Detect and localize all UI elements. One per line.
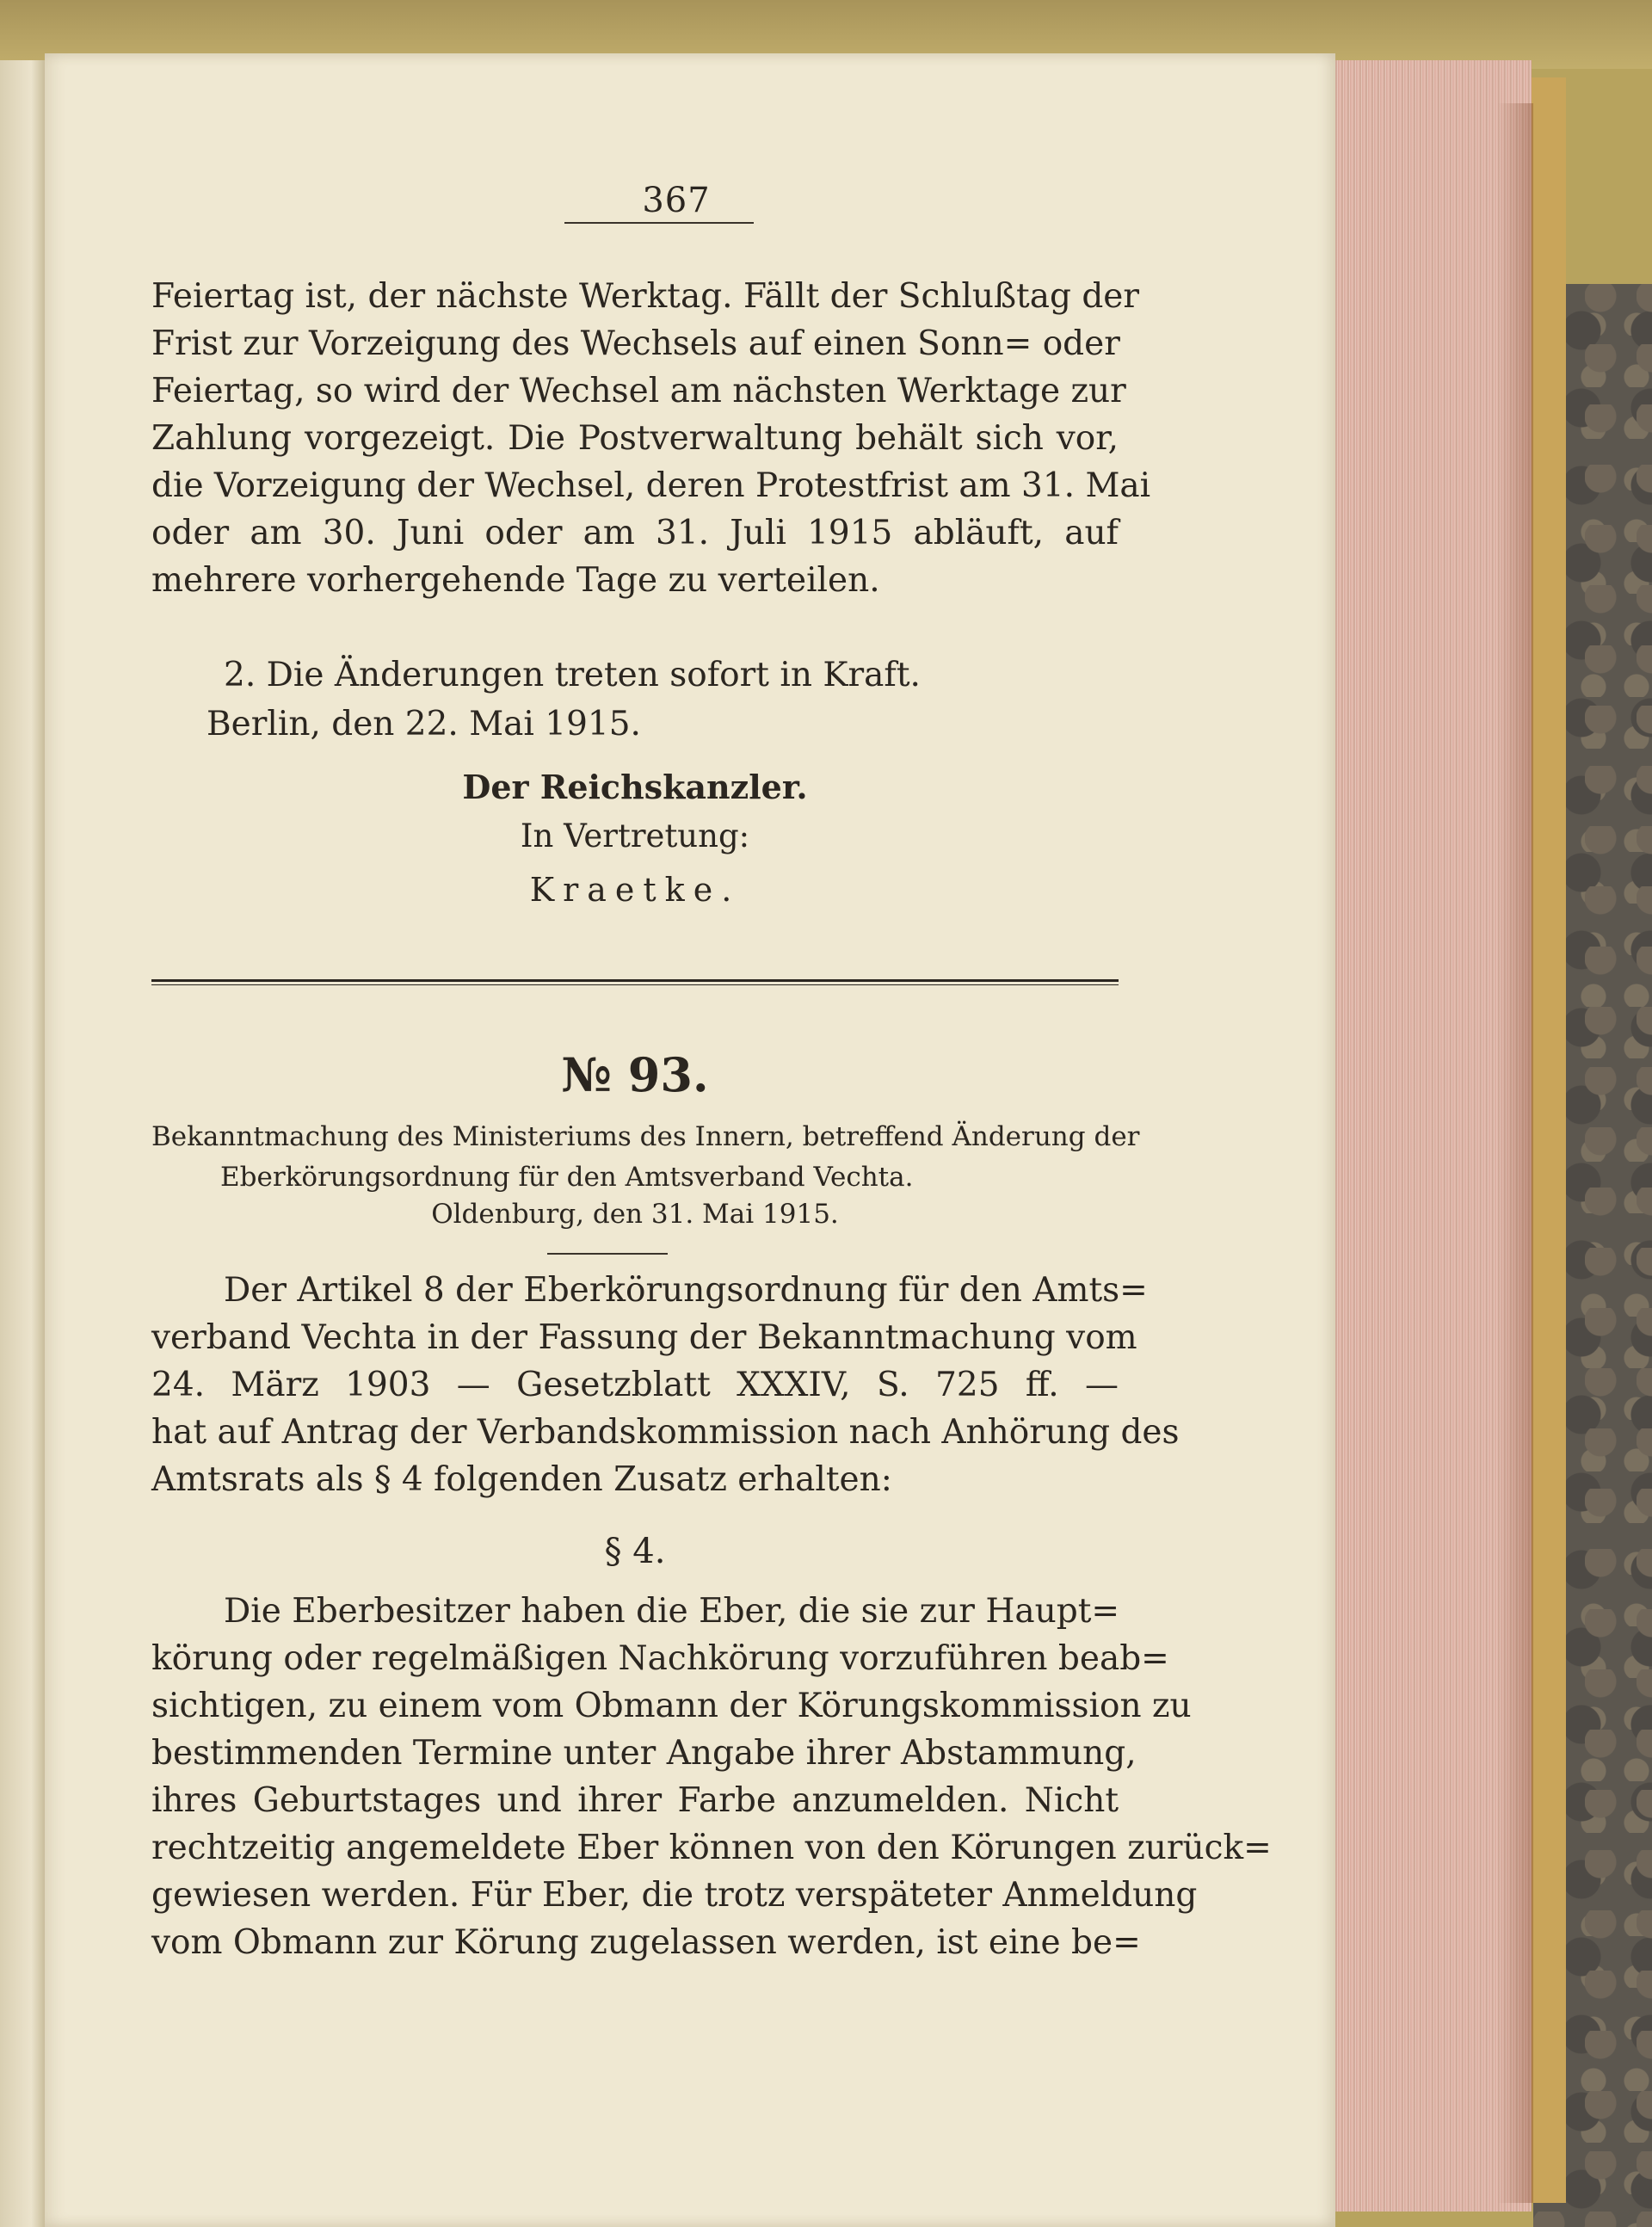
text-line: Frist zur Vorzeigung des Wechsels auf einen Sonn= oder: [151, 324, 1120, 363]
text-line: vom Obmann zur Körung zugelassen werden, ist eine be=: [151, 1923, 1141, 1962]
signer-title: Der Reichskanzler.: [462, 768, 808, 806]
text-line: bestimmenden Termine unter Angabe ihrer Abstammung,: [151, 1734, 1137, 1773]
decree-title-line: Bekanntmachung des Ministeriums des Innern, betreffend Änderung der: [151, 1121, 1140, 1152]
page-number-rule: [564, 222, 754, 224]
text-line: körung oder regelmäßigen Nachkörung vorzuführen beab=: [151, 1639, 1169, 1678]
decree-place-date: Oldenburg, den 31. Mai 1915.: [431, 1199, 839, 1230]
text-line: Feiertag ist, der nächste Werktag. Fällt der Schlußtag der: [151, 277, 1140, 316]
decree-body: [151, 1267, 1180, 1503]
text-line: die Vorzeigung der Wechsel, deren Protestfrist am 31. Mai: [151, 466, 1151, 505]
section-divider: [151, 979, 1119, 985]
text-line: 24. März 1903 — Gesetzblatt XXXIV, S. 725 ff. —: [151, 1366, 1119, 1404]
text-line: ihres Geburtstages und ihrer Farbe anzumelden. Nicht: [151, 1781, 1119, 1820]
text-line: hat auf Antrag der Verbandskommission nach Anhörung des: [151, 1413, 1180, 1452]
section-body: [151, 1588, 1272, 1966]
text-line: verband Vechta in der Fassung der Bekanntmachung vom: [151, 1318, 1137, 1357]
text-line: Zahlung vorgezeigt. Die Postverwaltung behält sich vor,: [151, 419, 1119, 458]
section-heading: § 4.: [604, 1532, 666, 1571]
text-line: Amtsrats als § 4 folgenden Zusatz erhalten:: [151, 1460, 892, 1499]
text-line: oder am 30. Juni oder am 31. Juli 1915 abläuft, auf: [151, 514, 1119, 552]
decree-number: № 93.: [561, 1047, 709, 1102]
text-line: Feiertag, so wird der Wechsel am nächsten Werktage zur: [151, 372, 1126, 410]
page-number: 367: [642, 181, 711, 220]
item-2: 2. Die Änderungen treten sofort in Kraft.: [224, 656, 921, 694]
page-stack-shadow: [1497, 103, 1533, 2203]
decree-title-line: Eberkörungsordnung für den Amtsverband Vechta.: [220, 1162, 914, 1193]
decree-rule: [547, 1253, 668, 1255]
text-line: Die Eberbesitzer haben die Eber, die sie zur Haupt=: [224, 1592, 1120, 1631]
text-line: Der Artikel 8 der Eberkörungsordnung für den Amts=: [224, 1271, 1148, 1310]
text-line: sichtigen, zu einem vom Obmann der Körungskommission zu: [151, 1687, 1192, 1725]
continuation-paragraph: [151, 273, 1151, 604]
book-spine-edge: [1532, 77, 1566, 2203]
facing-page-edge: [0, 60, 45, 2227]
decree-title: [151, 1117, 1140, 1198]
signer-role: In Vertretung:: [520, 817, 750, 854]
signer-name: Kraetke.: [529, 871, 741, 909]
book-page: [45, 53, 1335, 2227]
text-line: rechtzeitig angemeldete Eber können von den Körungen zurück=: [151, 1829, 1272, 1867]
text-line: mehrere vorhergehende Tage zu verteilen.: [151, 561, 880, 600]
date-line: Berlin, den 22. Mai 1915.: [206, 705, 641, 743]
text-line: gewiesen werden. Für Eber, die trotz verspäteter Anmeldung: [151, 1876, 1198, 1915]
